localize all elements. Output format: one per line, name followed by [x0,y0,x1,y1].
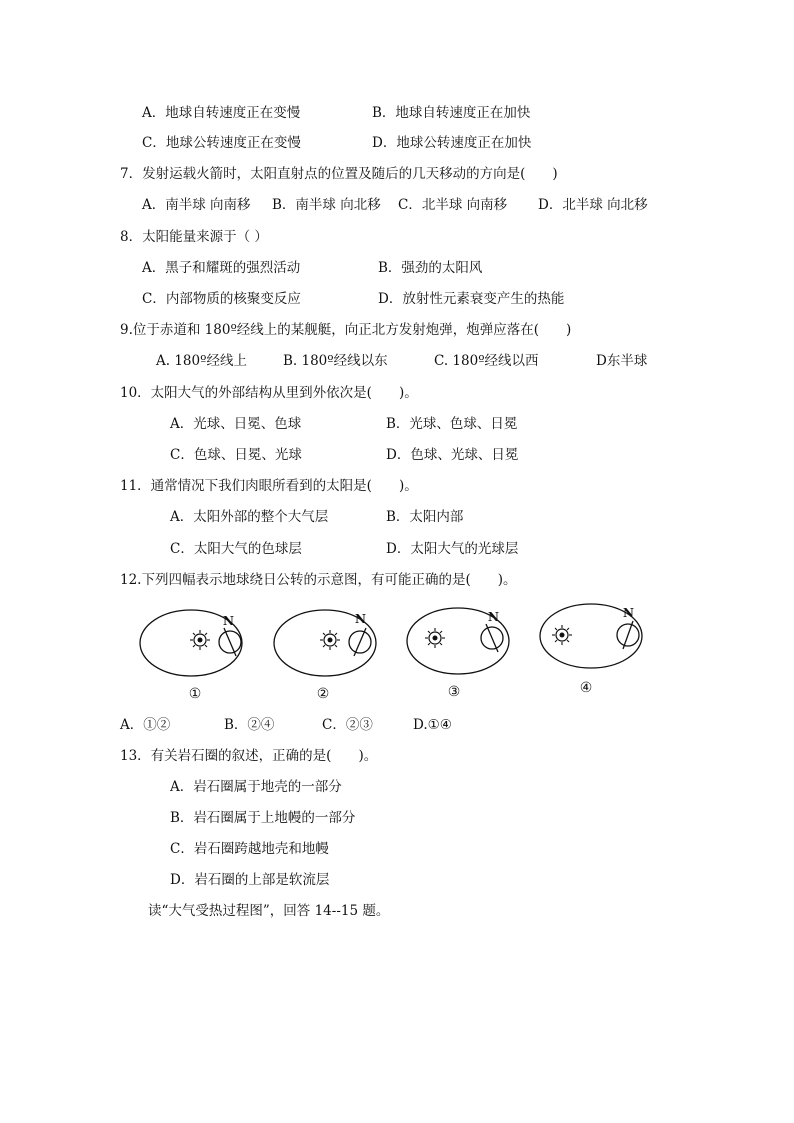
earth-icon [349,628,371,656]
q8-option-d: D．放射性元素衰变产生的热能 [378,291,565,307]
q6-option-a: A．地球自转速度正在变慢 [142,105,301,121]
q6-option-c: C．地球公转速度正在变慢 [142,135,301,151]
q10-option-d: D．色球、光球、日冕 [386,447,519,463]
q11-option-d: D．太阳大气的光球层 [386,541,519,557]
figure-label-2: ② [316,686,330,702]
q12-option-c: C．②③ [322,717,373,733]
earth-icon [219,628,241,656]
q12-option-b: B．②④ [224,717,275,733]
sun-icon [425,628,445,648]
q13-stem: 13．有关岩石圈的叙述，正确的是( )。 [120,748,378,764]
q8-option-b: B．强劲的太阳风 [378,260,483,276]
north-label: N [623,606,634,620]
q10-option-c: C．色球、日冕、光球 [170,447,302,463]
q8-option-a: A．黑子和耀斑的强烈活动 [142,260,301,276]
q13-option-a: A．岩石圈属于地壳的一部分 [170,779,342,795]
sun-icon [320,630,340,650]
orbit-figure-1 [138,600,248,710]
q8-option-c: C．内部物质的核聚变反应 [142,291,301,307]
q9-option-a: A. 180º经线上 [156,353,247,369]
q8-stem: 8．太阳能量来源于（ ） [120,229,268,245]
orbit-figure-4 [538,600,648,710]
figure-label-4: ④ [579,680,593,696]
figure-label-1: ① [188,686,202,702]
earth-icon [481,624,503,652]
q13-option-b: B．岩石圈属于上地幔的一部分 [170,810,356,826]
q12-option-a: A．①② [120,717,171,733]
sun-icon [552,625,572,645]
q10-option-a: A．光球、日冕、色球 [170,416,302,432]
q11-option-c: C．太阳大气的色球层 [170,541,302,557]
orbit-figure-3 [405,600,515,710]
north-label: N [223,614,234,628]
q10-stem: 10．太阳大气的外部结构从里到外依次是( )。 [120,385,418,401]
north-label: N [488,610,499,624]
q7-option-a: A．南半球 向南移 [142,197,251,213]
sun-icon [190,630,210,650]
q12-stem: 12.下列四幅表示地球绕日公转的示意图，有可能正确的是( )。 [120,572,517,588]
q13-option-c: C．岩石圈跨越地壳和地幔 [170,841,329,857]
q11-option-b: B．太阳内部 [386,509,464,525]
q7-stem: 7．发射运载火箭时，太阳直射点的位置及随后的几天移动的方向是( ) [120,166,558,182]
q12-option-d: D.①④ [413,717,452,733]
q6-option-b: B．地球自转速度正在加快 [372,105,531,121]
q9-option-c: C. 180º经线以西 [434,353,539,369]
orbit-diagrams [130,600,650,710]
figure-label-3: ③ [447,684,461,700]
q9-option-b: B. 180º经线以东 [283,353,388,369]
q7-option-b: B．南半球 向北移 [272,197,381,213]
q10-option-b: B．光球、色球、日冕 [386,416,518,432]
q6-option-d: D．地球公转速度正在加快 [372,135,532,151]
q11-option-a: A．太阳外部的整个大气层 [170,509,329,525]
north-label: N [355,612,366,626]
q7-option-c: C．北半球 向南移 [398,197,508,213]
orbit-figure-2 [272,600,382,710]
q9-stem: 9.位于赤道和 180º经线上的某舰艇，向正北方发射炮弹，炮弹应落在( ) [120,322,572,338]
earth-icon [617,621,639,649]
q11-stem: 11．通常情况下我们肉眼所看到的太阳是( )。 [120,478,418,494]
q7-option-d: D．北半球 向北移 [538,197,648,213]
reading-instruction: 读“大气受热过程图”，回答 14--15 题。 [148,903,390,919]
q9-option-d: D东半球 [596,353,648,369]
q13-option-d: D．岩石圈的上部是软流层 [170,872,330,888]
